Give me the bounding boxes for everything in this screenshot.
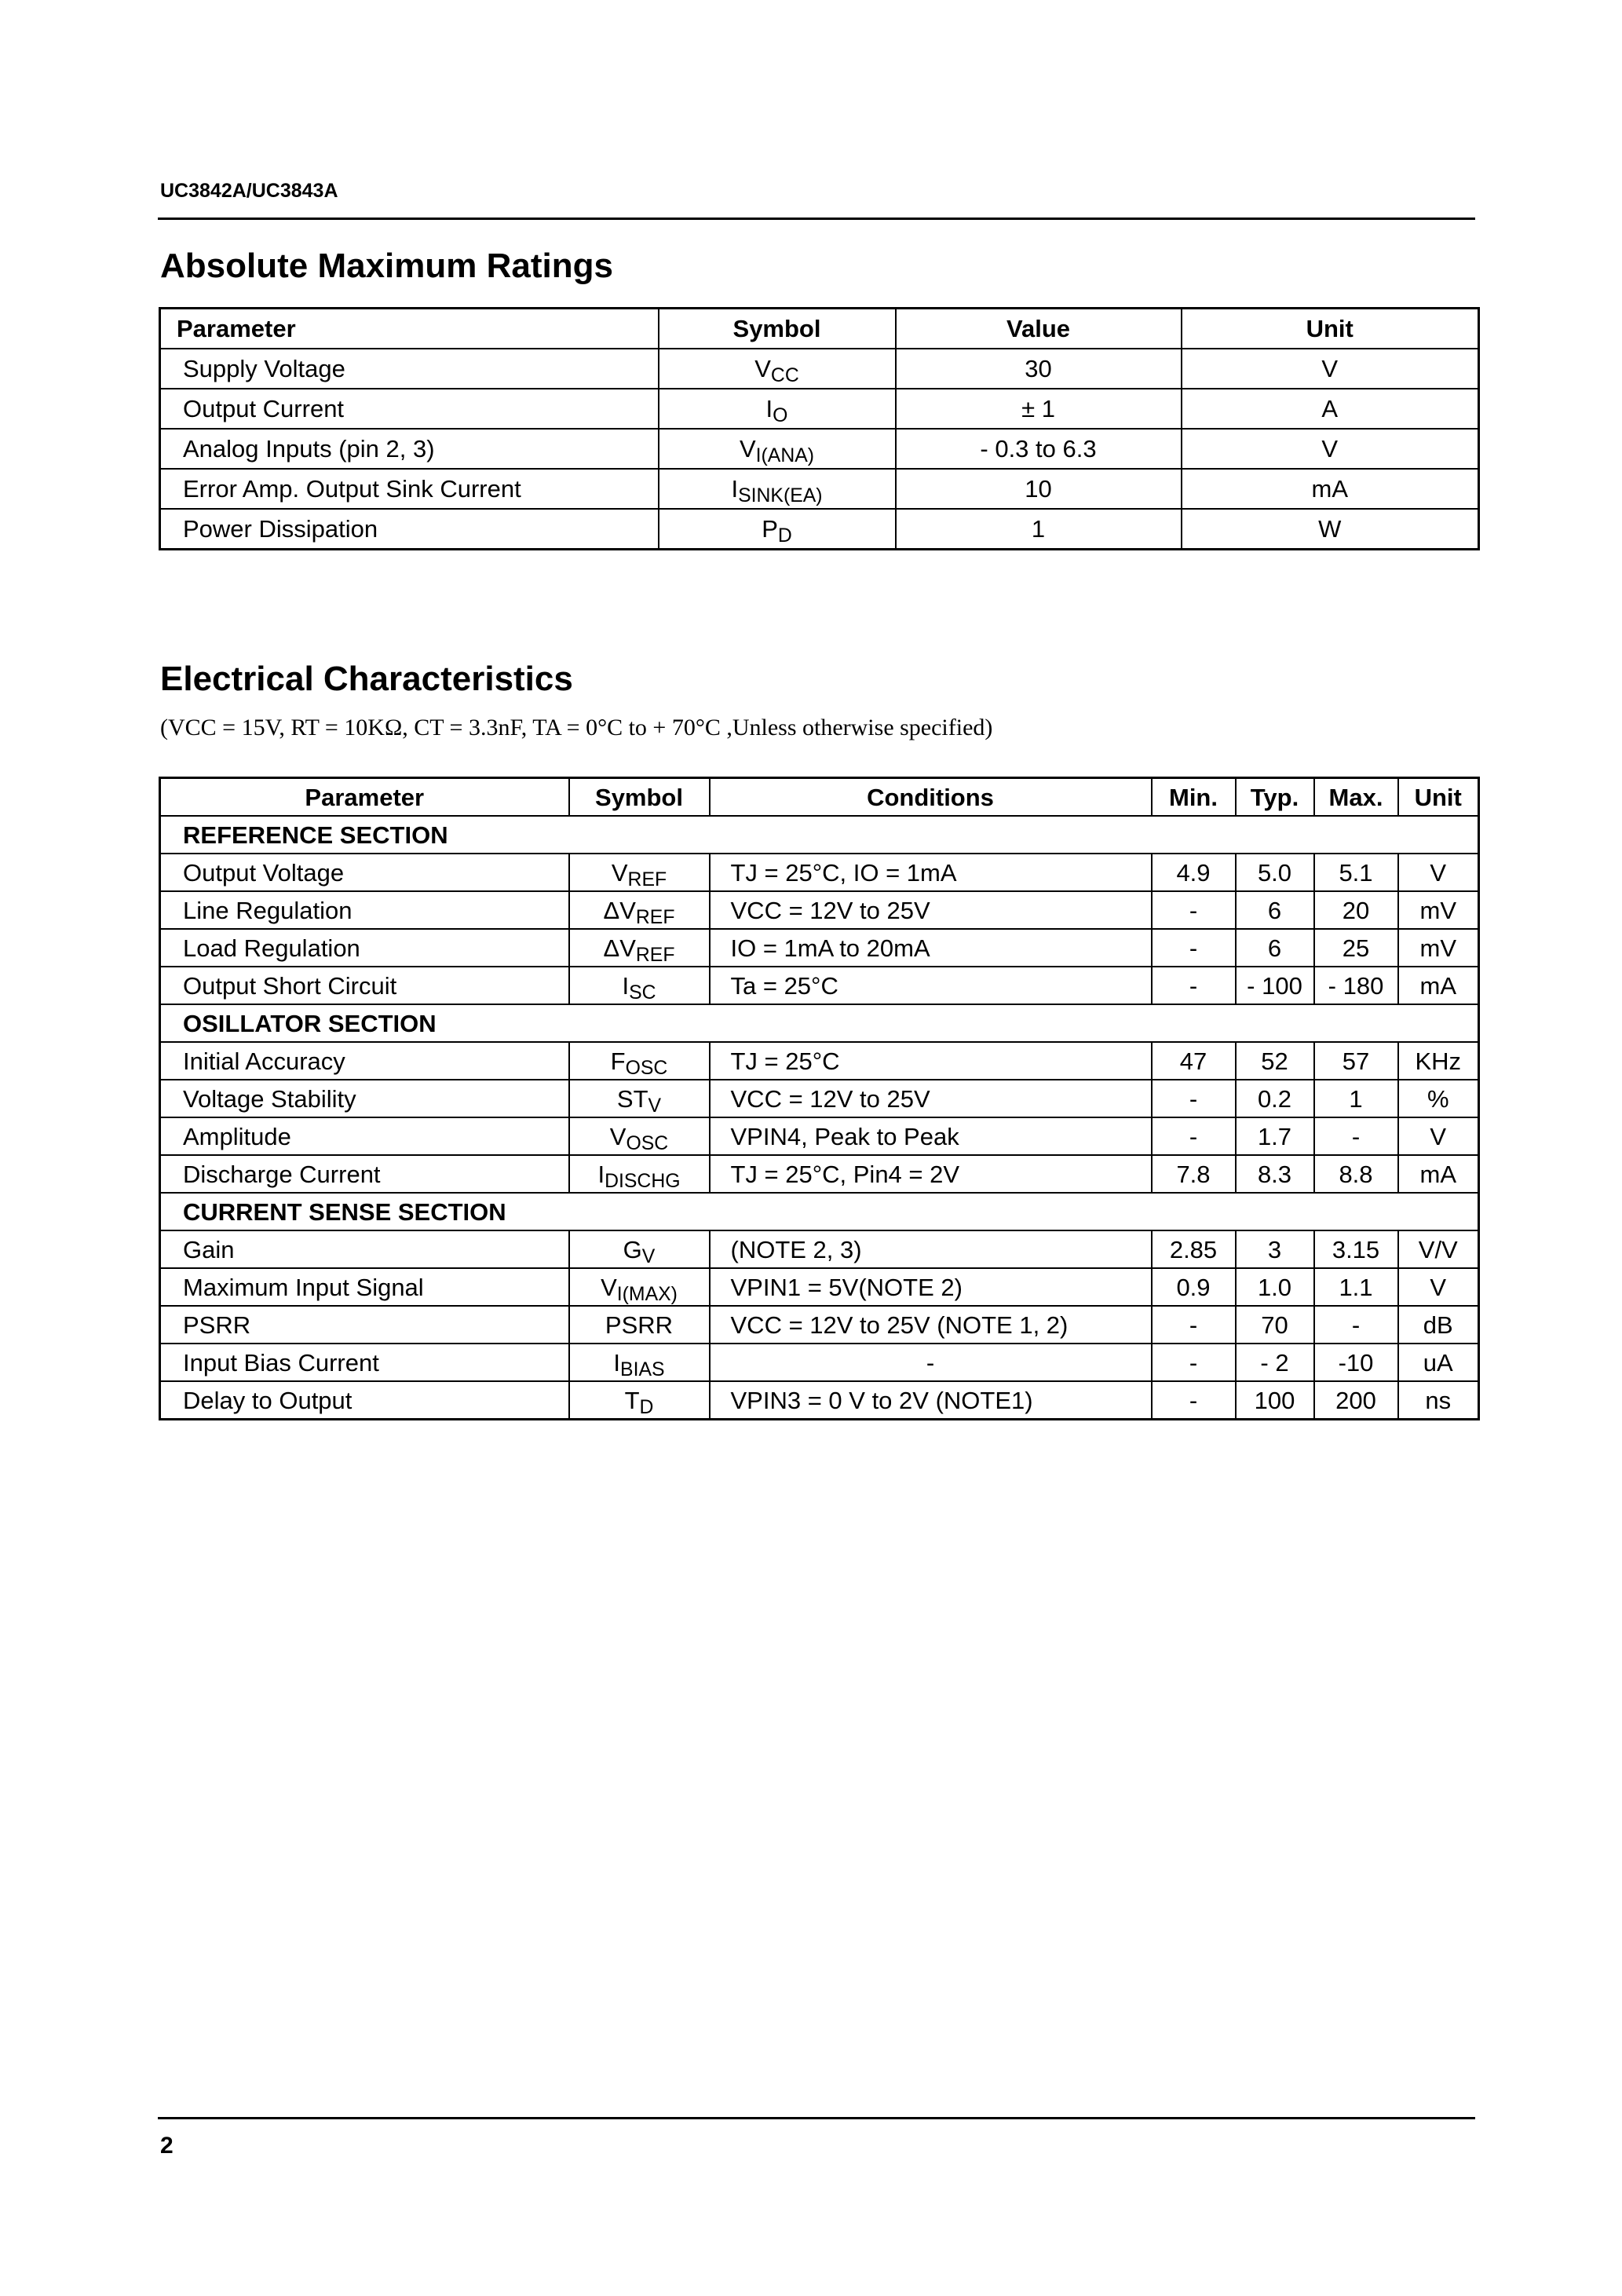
table-row	[160, 1306, 1479, 1344]
symbol-cell	[659, 509, 896, 550]
table-row	[160, 1080, 1479, 1117]
symbol-text: ΔV	[603, 896, 636, 924]
header-rule	[158, 218, 1475, 220]
parameter-cell: Input Bias Current	[160, 1344, 569, 1381]
footer-rule	[158, 2117, 1475, 2119]
parameter-cell: Initial Accuracy	[160, 1042, 569, 1080]
unit-cell: dB	[1398, 1306, 1479, 1344]
symbol-subscript: REF	[635, 906, 675, 928]
column-header-value: Value	[896, 309, 1182, 349]
parameter-cell: Supply Voltage	[160, 349, 659, 389]
section-row	[160, 1004, 1479, 1042]
conditions-cell: VCC = 12V to 25V	[710, 891, 1152, 929]
max-cell: -10	[1314, 1344, 1398, 1381]
absolute-maximum-ratings-table	[159, 307, 1480, 550]
symbol-text: I	[622, 971, 630, 1000]
column-header-parameter: Parameter	[160, 309, 659, 349]
symbol-subscript: I(ANA)	[755, 445, 815, 467]
unit-cell: uA	[1398, 1344, 1479, 1381]
min-cell: -	[1152, 1080, 1236, 1117]
unit-cell: mA	[1182, 469, 1479, 509]
table-row	[160, 1042, 1479, 1080]
symbol-subscript: OSC	[625, 1057, 668, 1079]
parameter-cell: Output Short Circuit	[160, 967, 569, 1004]
min-cell: -	[1152, 1344, 1236, 1381]
symbol-subscript: I(MAX)	[616, 1283, 678, 1305]
parameter-cell: Gain	[160, 1230, 569, 1268]
unit-cell: %	[1398, 1080, 1479, 1117]
conditions-cell: IO = 1mA to 20mA	[710, 929, 1152, 967]
max-cell: -	[1314, 1306, 1398, 1344]
table-header-row	[160, 778, 1479, 817]
symbol-cell	[569, 929, 710, 967]
conditions-cell: VPIN4, Peak to Peak	[710, 1117, 1152, 1155]
min-cell: -	[1152, 967, 1236, 1004]
test-conditions-note: (VCC = 15V, RT = 10KΩ, CT = 3.3nF, TA = 0°C to + 70°C ,Unless otherwise specified)	[160, 715, 993, 740]
symbol-text: V	[754, 355, 771, 382]
typ-cell: 52	[1236, 1042, 1314, 1080]
typ-cell: - 100	[1236, 967, 1314, 1004]
parameter-cell: Voltage Stability	[160, 1080, 569, 1117]
typ-cell: 6	[1236, 929, 1314, 967]
table-row	[160, 891, 1479, 929]
symbol-text: I	[731, 475, 739, 503]
max-cell: 1.1	[1314, 1268, 1398, 1306]
section-title: OSILLATOR SECTION	[160, 1004, 1479, 1042]
symbol-cell	[569, 1306, 710, 1344]
symbol-cell	[569, 891, 710, 929]
table-row	[160, 967, 1479, 1004]
parameter-cell: Load Regulation	[160, 929, 569, 967]
table-row	[160, 1117, 1479, 1155]
table-row	[160, 389, 1479, 429]
unit-cell: ns	[1398, 1381, 1479, 1420]
column-header-conditions: Conditions	[710, 778, 1152, 817]
symbol-subscript: V	[648, 1095, 662, 1117]
table-row	[160, 429, 1479, 469]
typ-cell: 1.7	[1236, 1117, 1314, 1155]
min-cell: -	[1152, 929, 1236, 967]
max-cell: 200	[1314, 1381, 1398, 1420]
symbol-subscript: O	[773, 405, 788, 427]
unit-cell: V	[1398, 1268, 1479, 1306]
value-cell: 10	[896, 469, 1182, 509]
section-title: REFERENCE SECTION	[160, 816, 1479, 854]
symbol-subscript: D	[639, 1396, 654, 1418]
table-row	[160, 1381, 1479, 1420]
parameter-cell: Output Voltage	[160, 854, 569, 891]
symbol-cell	[659, 389, 896, 429]
typ-cell: 3	[1236, 1230, 1314, 1268]
conditions-cell: TJ = 25°C, IO = 1mA	[710, 854, 1152, 891]
parameter-cell: Delay to Output	[160, 1381, 569, 1420]
symbol-subscript: CC	[770, 365, 799, 387]
symbol-text: ΔV	[603, 934, 636, 962]
value-cell: 30	[896, 349, 1182, 389]
symbol-cell	[569, 1080, 710, 1117]
conditions-cell: VCC = 12V to 25V (NOTE 1, 2)	[710, 1306, 1152, 1344]
parameter-cell: Output Current	[160, 389, 659, 429]
symbol-text: V	[739, 435, 756, 462]
symbol-cell	[569, 1381, 710, 1420]
conditions-cell: VCC = 12V to 25V	[710, 1080, 1152, 1117]
section-row	[160, 1193, 1479, 1230]
symbol-subscript: OSC	[626, 1132, 669, 1154]
symbol-text: I	[597, 1160, 605, 1188]
max-cell: 3.15	[1314, 1230, 1398, 1268]
symbol-text: T	[624, 1386, 640, 1414]
column-header-symbol: Symbol	[659, 309, 896, 349]
unit-cell: V	[1398, 1117, 1479, 1155]
typ-cell: 70	[1236, 1306, 1314, 1344]
electrical-characteristics-table	[159, 777, 1480, 1420]
column-header-unit: Unit	[1182, 309, 1479, 349]
section-row	[160, 816, 1479, 854]
parameter-cell: PSRR	[160, 1306, 569, 1344]
symbol-cell	[659, 349, 896, 389]
unit-cell: KHz	[1398, 1042, 1479, 1080]
table-header-row	[160, 309, 1479, 349]
absolute-maximum-ratings-heading: Absolute Maximum Ratings	[160, 247, 613, 285]
symbol-cell	[569, 1042, 710, 1080]
column-header-min: Min.	[1152, 778, 1236, 817]
table-row	[160, 1268, 1479, 1306]
column-header-parameter: Parameter	[160, 778, 569, 817]
min-cell: 0.9	[1152, 1268, 1236, 1306]
min-cell: 4.9	[1152, 854, 1236, 891]
unit-cell: V	[1398, 854, 1479, 891]
symbol-cell	[569, 1344, 710, 1381]
typ-cell: 100	[1236, 1381, 1314, 1420]
symbol-text: I	[613, 1348, 621, 1377]
column-header-max: Max.	[1314, 778, 1398, 817]
value-cell: ± 1	[896, 389, 1182, 429]
conditions-cell: VPIN3 = 0 V to 2V (NOTE1)	[710, 1381, 1152, 1420]
symbol-text: F	[610, 1047, 626, 1075]
typ-cell: 1.0	[1236, 1268, 1314, 1306]
min-cell: -	[1152, 891, 1236, 929]
table-row	[160, 509, 1479, 550]
max-cell: 20	[1314, 891, 1398, 929]
symbol-text: V	[609, 1122, 627, 1150]
value-cell: 1	[896, 509, 1182, 550]
table-row	[160, 929, 1479, 967]
column-header-symbol: Symbol	[569, 778, 710, 817]
parameter-cell: Discharge Current	[160, 1155, 569, 1193]
parameter-cell: Power Dissipation	[160, 509, 659, 550]
table-row	[160, 349, 1479, 389]
symbol-subscript: DISCHG	[605, 1170, 681, 1192]
conditions-cell: (NOTE 2, 3)	[710, 1230, 1152, 1268]
section-title: CURRENT SENSE SECTION	[160, 1193, 1479, 1230]
conditions-cell: Ta = 25°C	[710, 967, 1152, 1004]
unit-cell: A	[1182, 389, 1479, 429]
max-cell: 25	[1314, 929, 1398, 967]
symbol-subscript: SC	[629, 982, 656, 1004]
symbol-text: PSRR	[605, 1311, 674, 1339]
symbol-subscript: REF	[635, 944, 675, 966]
unit-cell: mV	[1398, 929, 1479, 967]
max-cell: -	[1314, 1117, 1398, 1155]
table-row	[160, 1344, 1479, 1381]
column-header-typ: Typ.	[1236, 778, 1314, 817]
parameter-cell: Maximum Input Signal	[160, 1268, 569, 1306]
typ-cell: 0.2	[1236, 1080, 1314, 1117]
max-cell: 8.8	[1314, 1155, 1398, 1193]
unit-cell: V	[1182, 349, 1479, 389]
symbol-text: P	[762, 515, 778, 543]
unit-cell: mA	[1398, 1155, 1479, 1193]
symbol-text: V	[611, 858, 628, 887]
min-cell: 2.85	[1152, 1230, 1236, 1268]
symbol-cell	[569, 1117, 710, 1155]
min-cell: -	[1152, 1306, 1236, 1344]
max-cell: 1	[1314, 1080, 1398, 1117]
symbol-cell	[569, 1268, 710, 1306]
conditions-cell: TJ = 25°C	[710, 1042, 1152, 1080]
max-cell: - 180	[1314, 967, 1398, 1004]
parameter-cell: Amplitude	[160, 1117, 569, 1155]
symbol-text: I	[765, 395, 773, 422]
conditions-cell: VPIN1 = 5V(NOTE 2)	[710, 1268, 1152, 1306]
typ-cell: 5.0	[1236, 854, 1314, 891]
parameter-cell: Analog Inputs (pin 2, 3)	[160, 429, 659, 469]
unit-cell: V	[1182, 429, 1479, 469]
symbol-subscript: SINK(EA)	[738, 485, 823, 507]
min-cell: -	[1152, 1117, 1236, 1155]
symbol-subscript: D	[777, 525, 792, 547]
conditions-cell: -	[710, 1344, 1152, 1381]
unit-cell: W	[1182, 509, 1479, 550]
electrical-characteristics-heading: Electrical Characteristics	[160, 660, 573, 698]
page-number: 2	[160, 2133, 174, 2159]
typ-cell: 6	[1236, 891, 1314, 929]
parameter-cell: Line Regulation	[160, 891, 569, 929]
parameter-cell: Error Amp. Output Sink Current	[160, 469, 659, 509]
symbol-cell	[569, 1155, 710, 1193]
max-cell: 5.1	[1314, 854, 1398, 891]
symbol-subscript: REF	[627, 868, 667, 890]
unit-cell: mV	[1398, 891, 1479, 929]
symbol-text: ST	[616, 1084, 648, 1113]
value-cell: - 0.3 to 6.3	[896, 429, 1182, 469]
symbol-cell	[569, 967, 710, 1004]
document-header-title: UC3842A/UC3843A	[160, 180, 338, 202]
min-cell: 7.8	[1152, 1155, 1236, 1193]
table-row	[160, 1230, 1479, 1268]
table-row	[160, 469, 1479, 509]
table-row	[160, 854, 1479, 891]
symbol-text: V	[601, 1273, 617, 1301]
symbol-cell	[569, 854, 710, 891]
unit-cell: mA	[1398, 967, 1479, 1004]
unit-cell: V/V	[1398, 1230, 1479, 1268]
conditions-cell: TJ = 25°C, Pin4 = 2V	[710, 1155, 1152, 1193]
symbol-subscript: BIAS	[620, 1358, 665, 1380]
min-cell: 47	[1152, 1042, 1236, 1080]
column-header-unit: Unit	[1398, 778, 1479, 817]
min-cell: -	[1152, 1381, 1236, 1420]
symbol-cell	[659, 429, 896, 469]
typ-cell: - 2	[1236, 1344, 1314, 1381]
table-row	[160, 1155, 1479, 1193]
symbol-cell	[659, 469, 896, 509]
symbol-subscript: V	[641, 1245, 656, 1267]
symbol-cell	[569, 1230, 710, 1268]
max-cell: 57	[1314, 1042, 1398, 1080]
typ-cell: 8.3	[1236, 1155, 1314, 1193]
symbol-text: G	[623, 1235, 642, 1263]
